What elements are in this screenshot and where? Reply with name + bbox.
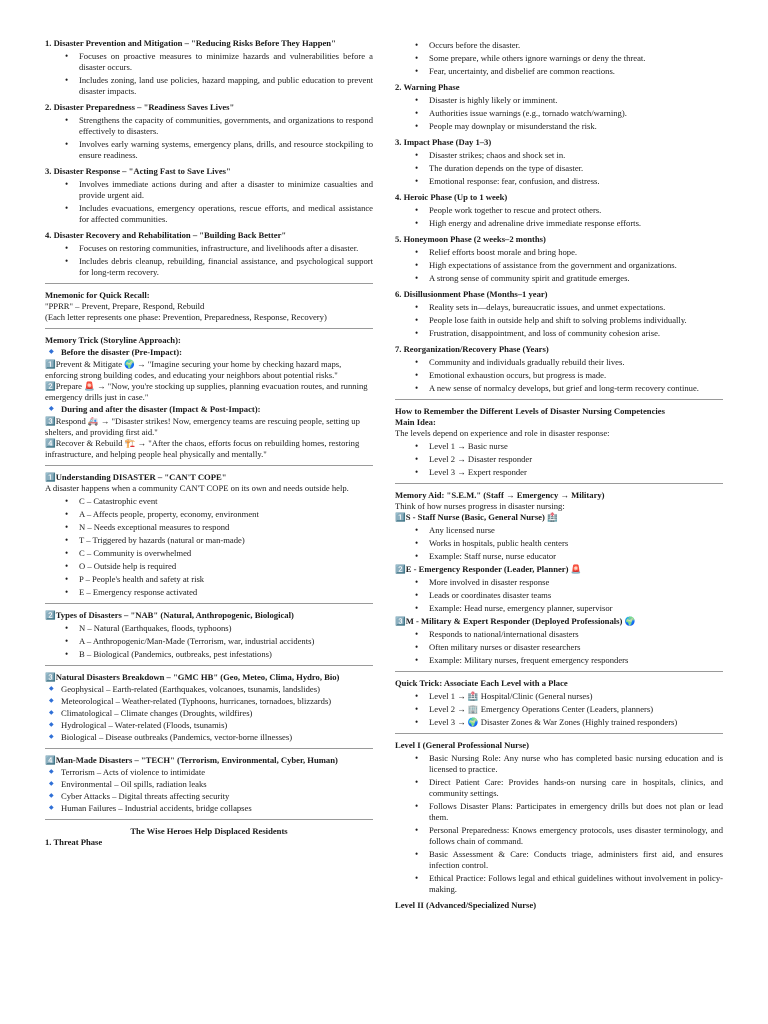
phase-title: 5. Honeymoon Phase (2 weeks–2 months) bbox=[395, 234, 546, 244]
mnemonic-note: (Each letter represents one phase: Prevention, Preparedness, Response, Recovery) bbox=[45, 312, 327, 322]
list-item: • Strengthens the capacity of communities, governments, and organizations to respond effectively to disasters. bbox=[45, 115, 373, 137]
list-item: • Includes debris cleanup, rebuilding, financial assistance, and psychological support for long-term recovery. bbox=[45, 256, 373, 278]
wise-heroes-heading: The Wise Heroes Help Displaced Residents bbox=[130, 826, 288, 836]
main-idea-label: Main Idea: bbox=[395, 417, 436, 427]
cant-cope-section bbox=[45, 472, 373, 598]
list-item: ◆ Biological – Disease outbreaks (Pandemics, vector-borne illnesses) bbox=[45, 732, 373, 743]
right-column bbox=[395, 38, 723, 911]
sem-intro: Think of how nurses progress in disaster nursing: bbox=[395, 501, 565, 511]
list-item: • Level 3 → Expert responder bbox=[395, 467, 723, 478]
list-item: • Some prepare, while others ignore warnings or deny the threat. bbox=[395, 53, 723, 64]
phase-title: 3. Disaster Response – "Acting Fast to Save Lives" bbox=[45, 166, 231, 176]
heroic-phase-section bbox=[395, 192, 723, 229]
list-item: • Direct Patient Care: Provides hands-on nursing care in hospitals, clinics, and community settings. bbox=[395, 777, 723, 799]
list-item: ◆ Human Failures – Industrial accidents, bridge collapses bbox=[45, 803, 373, 814]
mnemonic-section bbox=[45, 290, 373, 323]
list-item: • Disaster is highly likely or imminent. bbox=[395, 95, 723, 106]
list-item: ◆ Meteorological – Weather-related (Typhoons, hurricanes, tornadoes, blizzards) bbox=[45, 696, 373, 707]
list-item: • Fear, uncertainty, and disbelief are common reactions. bbox=[395, 66, 723, 77]
list-item: • People work together to rescue and protect others. bbox=[395, 205, 723, 216]
list-item: • A strong sense of community spirit and gratitude emerges. bbox=[395, 273, 723, 284]
levels-intro: The levels depend on experience and role in disaster response: bbox=[395, 428, 610, 438]
mnemonic-title: Mnemonic for Quick Recall: bbox=[45, 290, 150, 300]
level-two-title: Level II (Advanced/Specialized Nurse) bbox=[395, 900, 537, 910]
tech-title: 4️⃣Man-Made Disasters – "TECH" (Terrorism, Environmental, Cyber, Human) bbox=[45, 755, 338, 765]
list-item: • People lose faith in outside help and shift to solving problems individually. bbox=[395, 315, 723, 326]
story-step: 3️⃣Respond 🚑 → "Disaster strikes! Now, emergency teams are rescuing people, setting up shelters, and providing first aid." bbox=[45, 416, 360, 437]
left-column bbox=[45, 38, 373, 848]
phase-section-1 bbox=[45, 38, 373, 97]
sem-military-title: 3️⃣M - Military & Expert Responder (Deployed Professionals) 🌍 bbox=[395, 616, 636, 626]
list-item: • Disaster strikes; chaos and shock set in. bbox=[395, 150, 723, 161]
mnemonic-line: "PPRR" – Prevent, Prepare, Respond, Rebuild bbox=[45, 301, 205, 311]
list-item: • Often military nurses or disaster researchers bbox=[395, 642, 723, 653]
list-item: • Level 3 → 🌍 Disaster Zones & War Zones (Highly trained responders) bbox=[395, 717, 723, 728]
list-item: • Relief efforts boost morale and bring hope. bbox=[395, 247, 723, 258]
list-item: • Involves early warning systems, emergency plans, drills, and resource stockpiling to ensure readiness. bbox=[45, 139, 373, 161]
list-item: • Level 2 → Disaster responder bbox=[395, 454, 723, 465]
tech-section bbox=[45, 755, 373, 814]
list-item: • Involves immediate actions during and after a disaster to minimize casualties and provide urgent aid. bbox=[45, 179, 373, 201]
section-divider bbox=[395, 399, 723, 400]
sem-title: Memory Aid: "S.E.M." (Staff → Emergency → Military) bbox=[395, 490, 605, 500]
section-divider bbox=[395, 483, 723, 484]
list-item: • The duration depends on the type of disaster. bbox=[395, 163, 723, 174]
list-item: • Authorities issue warnings (e.g., tornado watch/warning). bbox=[395, 108, 723, 119]
list-item: • Level 2 → 🏢 Emergency Operations Center (Leaders, planners) bbox=[395, 704, 723, 715]
section-divider bbox=[395, 671, 723, 672]
list-item: • High energy and adrenaline drive immediate response efforts. bbox=[395, 218, 723, 229]
list-item: • C – Community is overwhelmed bbox=[45, 548, 373, 559]
list-item: ◆ Geophysical – Earth-related (Earthquakes, volcanoes, tsunamis, landslides) bbox=[45, 684, 373, 695]
section-divider bbox=[45, 819, 373, 820]
gmc-title: 3️⃣Natural Disasters Breakdown – "GMC HB" (Geo, Meteo, Clima, Hydro, Bio) bbox=[45, 672, 340, 682]
list-item: • Level 1 → Basic nurse bbox=[395, 441, 723, 452]
list-item: • Example: Head nurse, emergency planner, supervisor bbox=[395, 603, 723, 614]
list-item: ◆ Cyber Attacks – Digital threats affecting security bbox=[45, 791, 373, 802]
list-item: • Reality sets in—delays, bureaucratic issues, and unmet expectations. bbox=[395, 302, 723, 313]
disillusionment-phase-section bbox=[395, 289, 723, 339]
cant-cope-intro: A disaster happens when a community CAN'T COPE on its own and needs outside help. bbox=[45, 483, 349, 493]
list-item: • Emotional response: fear, confusion, and distress. bbox=[395, 176, 723, 187]
level-one-section bbox=[395, 740, 723, 895]
list-item: • A – Affects people, property, economy, environment bbox=[45, 509, 373, 520]
section-divider bbox=[45, 748, 373, 749]
phase-title: 4. Heroic Phase (Up to 1 week) bbox=[395, 192, 508, 202]
section-divider bbox=[45, 465, 373, 466]
list-item: ◆ Environmental – Oil spills, radiation leaks bbox=[45, 779, 373, 790]
list-item: ◆ Hydrological – Water-related (Floods, tsunamis) bbox=[45, 720, 373, 731]
phase-title: 7. Reorganization/Recovery Phase (Years) bbox=[395, 344, 549, 354]
list-item: • N – Needs exceptional measures to respond bbox=[45, 522, 373, 533]
threat-phase-section bbox=[395, 40, 723, 77]
list-item: • Focuses on restoring communities, infrastructure, and livelihoods after a disaster. bbox=[45, 243, 373, 254]
list-item: • Includes zoning, land use policies, hazard mapping, and public education to prevent disaster impacts. bbox=[45, 75, 373, 97]
memory-trick-section bbox=[45, 335, 373, 460]
list-item: • Example: Military nurses, frequent emergency responders bbox=[395, 655, 723, 666]
list-item: • Example: Staff nurse, nurse educator bbox=[395, 551, 723, 562]
section-divider bbox=[395, 733, 723, 734]
stage-label: ◆ During and after the disaster (Impact & Post-Impact): bbox=[45, 404, 373, 415]
phase-title: 2. Warning Phase bbox=[395, 82, 460, 92]
phase-title: 3. Impact Phase (Day 1–3) bbox=[395, 137, 492, 147]
cant-cope-title: 1️⃣Understanding DISASTER – "CAN'T COPE" bbox=[45, 472, 227, 482]
list-item: • Includes evacuations, emergency operations, rescue efforts, and medical assistance for affected communities. bbox=[45, 203, 373, 225]
phase-section-4 bbox=[45, 230, 373, 278]
level-one-title: Level I (General Professional Nurse) bbox=[395, 740, 529, 750]
list-item: • Responds to national/international disasters bbox=[395, 629, 723, 640]
section-divider bbox=[45, 328, 373, 329]
list-item: • More involved in disaster response bbox=[395, 577, 723, 588]
phase-section-3 bbox=[45, 166, 373, 225]
impact-phase-section bbox=[395, 137, 723, 187]
list-item: • O – Outside help is required bbox=[45, 561, 373, 572]
list-item: • Personal Preparedness: Knows emergency protocols, uses disaster terminology, and follows chain of command. bbox=[395, 825, 723, 847]
story-step: 2️⃣Prepare 🚨 → "Now, you're stocking up supplies, planning evacuation routes, and running emergency drills just in case." bbox=[45, 381, 368, 402]
list-item: • E – Emergency response activated bbox=[45, 587, 373, 598]
story-step: 1️⃣Prevent & Mitigate 🌍 → "Imagine securing your home by checking hazard maps, enforcing strong building codes, and educating your neighbors about potential risks." bbox=[45, 359, 342, 380]
recovery-phase-section bbox=[395, 344, 723, 394]
list-item: • Follows Disaster Plans: Participates in emergency drills but does not plan or lead them. bbox=[395, 801, 723, 823]
list-item: • T – Triggered by hazards (natural or man-made) bbox=[45, 535, 373, 546]
sem-staff-title: 1️⃣S - Staff Nurse (Basic, General Nurse) 🏥 bbox=[395, 512, 558, 522]
list-item: • Occurs before the disaster. bbox=[395, 40, 723, 51]
list-item: • Basic Nursing Role: Any nurse who has completed basic nursing education and is licensed to practice. bbox=[395, 753, 723, 775]
list-item: • A – Anthropogenic/Man-Made (Terrorism, war, industrial accidents) bbox=[45, 636, 373, 647]
list-item: • Basic Assessment & Care: Conducts triage, administers first aid, and ensures infection control. bbox=[395, 849, 723, 871]
list-item: • Emotional exhaustion occurs, but progress is made. bbox=[395, 370, 723, 381]
sem-section bbox=[395, 490, 723, 666]
list-item: • B – Biological (Pandemics, outbreaks, pest infestations) bbox=[45, 649, 373, 660]
phase-title: 6. Disillusionment Phase (Months–1 year) bbox=[395, 289, 548, 299]
memory-trick-title: Memory Trick (Storyline Approach): bbox=[45, 335, 181, 345]
phase-title: 4. Disaster Recovery and Rehabilitation – "Building Back Better" bbox=[45, 230, 287, 240]
list-item: • Leads or coordinates disaster teams bbox=[395, 590, 723, 601]
list-item: • A new sense of normalcy develops, but grief and long-term recovery continue. bbox=[395, 383, 723, 394]
list-item: • N – Natural (Earthquakes, floods, typhoons) bbox=[45, 623, 373, 634]
list-item: • P – People's health and safety at risk bbox=[45, 574, 373, 585]
nab-title: 2️⃣Types of Disasters – "NAB" (Natural, Anthropogenic, Biological) bbox=[45, 610, 294, 620]
quick-trick-section bbox=[395, 678, 723, 728]
list-item: • Works in hospitals, public health centers bbox=[395, 538, 723, 549]
section-divider bbox=[45, 603, 373, 604]
honeymoon-phase-section bbox=[395, 234, 723, 284]
stage-label: ◆ Before the disaster (Pre-Impact): bbox=[45, 347, 373, 358]
section-divider bbox=[45, 665, 373, 666]
levels-title: How to Remember the Different Levels of Disaster Nursing Competencies bbox=[395, 406, 665, 416]
list-item: • C – Catastrophic event bbox=[45, 496, 373, 507]
list-item: • Any licensed nurse bbox=[395, 525, 723, 536]
gmc-section bbox=[45, 672, 373, 743]
list-item: • Ethical Practice: Follows legal and ethical guidelines without involvement in policy-making. bbox=[395, 873, 723, 895]
list-item: • Frustration, disappointment, and loss of community cohesion arise. bbox=[395, 328, 723, 339]
list-item: • Focuses on proactive measures to minimize hazards and vulnerabilities before a disaster occurs. bbox=[45, 51, 373, 73]
list-item: • Community and individuals gradually rebuild their lives. bbox=[395, 357, 723, 368]
list-item: • High expectations of assistance from the government and organizations. bbox=[395, 260, 723, 271]
list-item: ◆ Terrorism – Acts of violence to intimidate bbox=[45, 767, 373, 778]
phase-section-2 bbox=[45, 102, 373, 161]
sem-emergency-title: 2️⃣E - Emergency Responder (Leader, Planner) 🚨 bbox=[395, 564, 582, 574]
competency-levels-section bbox=[395, 406, 723, 478]
list-item: • People may downplay or misunderstand the risk. bbox=[395, 121, 723, 132]
list-item: • Level 1 → 🏥 Hospital/Clinic (General nurses) bbox=[395, 691, 723, 702]
phase-title: 2. Disaster Preparedness – "Readiness Saves Lives" bbox=[45, 102, 235, 112]
nab-section bbox=[45, 610, 373, 660]
story-step: 4️⃣Recover & Rebuild 🏗️ → "After the chaos, efforts focus on rebuilding homes, restoring infrastructure, and helping people heal physically and mentally." bbox=[45, 438, 360, 459]
section-divider bbox=[45, 283, 373, 284]
warning-phase-section bbox=[395, 82, 723, 132]
quick-trick-title: Quick Trick: Associate Each Level with a Place bbox=[395, 678, 568, 688]
list-item: ◆ Climatological – Climate changes (Droughts, wildfires) bbox=[45, 708, 373, 719]
threat-phase-title: 1. Threat Phase bbox=[45, 837, 103, 847]
phase-title: 1. Disaster Prevention and Mitigation – "Reducing Risks Before They Happen" bbox=[45, 38, 336, 48]
